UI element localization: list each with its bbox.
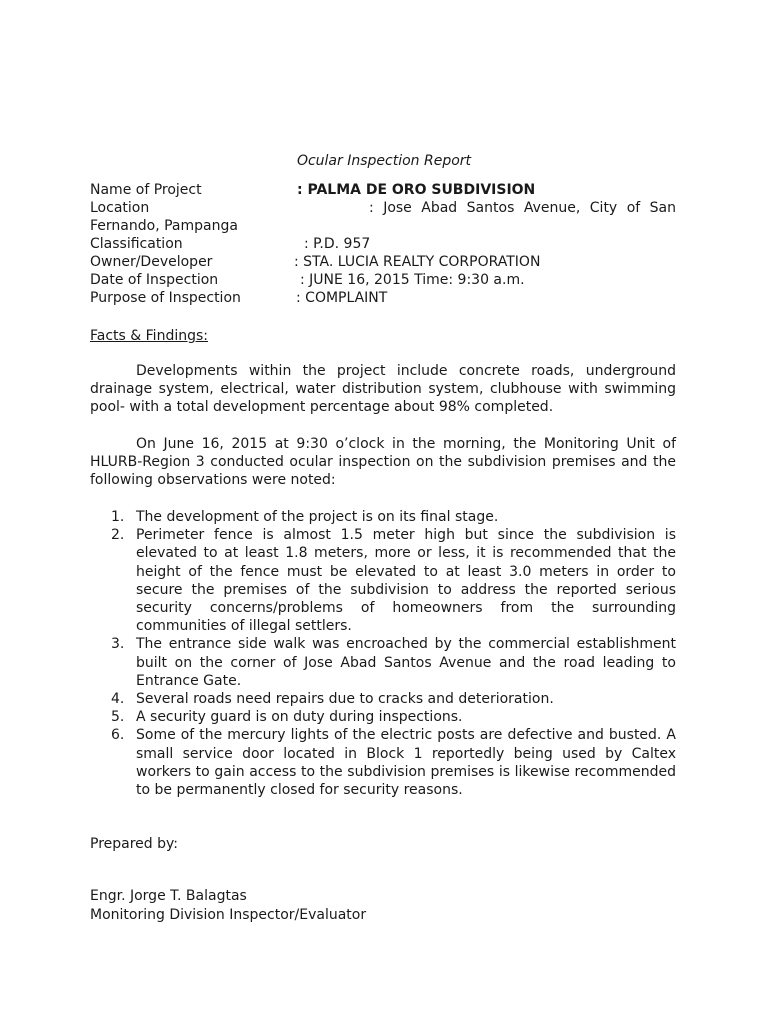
paragraph-developments: Developments within the project include concrete roads, underground drainage system, electrical, water distribution system, clubhouse with swimming pool- with a total development percentage about 98% completed. — [90, 363, 676, 416]
project-value: : PALMA DE ORO SUBDIVISION — [297, 182, 536, 198]
list-item-text: Perimeter fence is almost 1.5 meter high but since the subdivision is elevated to at least 1.8 meters, more or less, it is recommended that the height of the fence must be elevated to at least 3.0 meters in order to secure the premises of the subdivision to address the reported serious security concerns/problems of homeowners from the surrounding communities of illegal settlers. — [136, 527, 676, 635]
classification-value: : P.D. 957 — [304, 236, 371, 252]
info-row-date — [90, 271, 676, 289]
owner-label: Owner/Developer — [90, 254, 213, 270]
classification-label: Classification — [90, 236, 183, 252]
list-item — [90, 508, 676, 526]
list-item-text: A security guard is on duty during inspections. — [136, 709, 463, 726]
list-item-text: Several roads need repairs due to cracks and deterioration. — [136, 691, 554, 708]
paragraph-inspection: On June 16, 2015 at 9:30 o’clock in the morning, the Monitoring Unit of HLURB-Region 3 conducted ocular inspection on the subdivision premises and the following observations were noted: — [90, 436, 676, 489]
owner-value: : STA. LUCIA REALTY CORPORATION — [294, 254, 541, 270]
date-label: Date of Inspection — [90, 272, 219, 288]
list-item — [90, 690, 676, 708]
list-item — [90, 726, 676, 799]
location-label: Location — [90, 200, 150, 216]
list-item — [90, 526, 676, 635]
info-row-owner — [90, 253, 676, 271]
facts-findings-heading: Facts & Findings: — [90, 328, 208, 344]
list-item-number: 2. — [111, 527, 125, 544]
document-title: Ocular Inspection Report — [296, 153, 472, 169]
prepared-by-label: Prepared by: — [90, 836, 178, 852]
purpose-label: Purpose of Inspection — [90, 290, 241, 306]
purpose-value: : COMPLAINT — [296, 290, 388, 306]
project-label: Name of Project — [90, 182, 202, 198]
list-item-text: The entrance side walk was encroached by the commercial establishment built on the corner of Jose Abad Santos Avenue and the road leading to Entrance Gate. — [136, 636, 676, 689]
list-item-number: 3. — [111, 636, 125, 653]
project-info-block — [90, 181, 676, 307]
list-item-number: 4. — [111, 691, 125, 708]
list-item-number: 1. — [111, 509, 125, 525]
list-item-number: 5. — [111, 709, 125, 726]
info-row-project — [90, 181, 676, 199]
location-value-line2: Fernando, Pampanga — [90, 218, 238, 234]
list-item-text: The development of the project is on its final stage. — [136, 509, 499, 525]
list-item-number: 6. — [111, 727, 125, 744]
list-item-text: Some of the mercury lights of the electric posts are defective and busted. A small service door located in Block 1 reportedly being used by Caltex workers to gain access to the subdivision premises is likewise recommended to be permanently closed for security reasons. — [136, 727, 676, 799]
list-item — [90, 708, 676, 726]
info-row-classification — [90, 235, 676, 253]
list-item — [90, 635, 676, 690]
location-value-line1: : Jose Abad Santos Avenue, City of San — [369, 200, 676, 216]
info-row-purpose — [90, 289, 676, 307]
signatory-name: Engr. Jorge T. Balagtas — [90, 888, 247, 904]
date-value: : JUNE 16, 2015 Time: 9:30 a.m. — [300, 272, 525, 288]
info-row-location — [90, 199, 676, 235]
signatory-title: Monitoring Division Inspector/Evaluator — [90, 907, 367, 923]
observations-list — [90, 508, 676, 799]
